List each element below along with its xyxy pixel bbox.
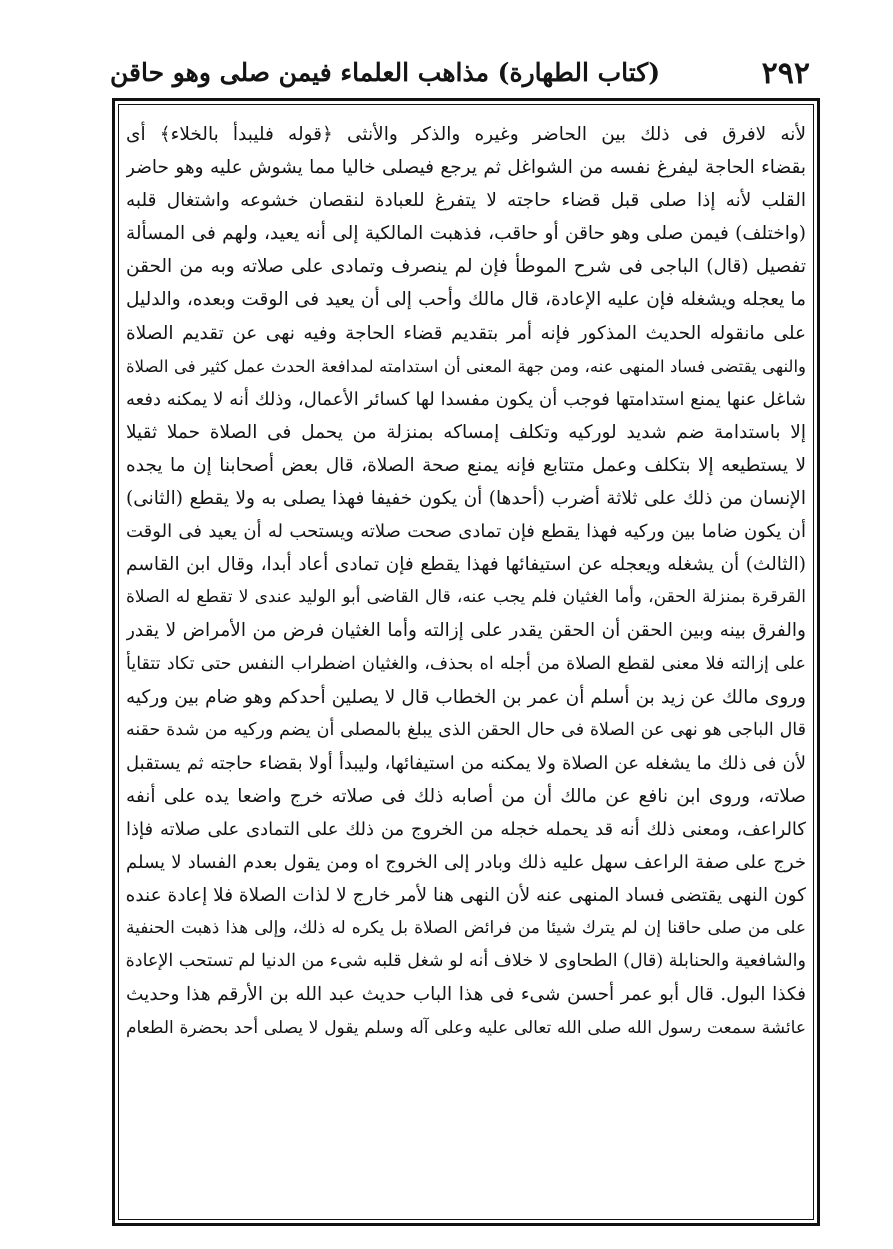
- text-line: على من صلى حاقنا إن لم يترك شيئا من فرائض الصلاة بل يكره له ذلك، وإلى هذا ذهبت الحنفية: [126, 918, 806, 939]
- text-line: بقضاء الحاجة ليفرغ نفسه من الشواغل ثم يرجع فيصلى خاليا مما يشوش عليه وهو حاضر: [126, 157, 806, 179]
- text-line: كالراعف، ومعنى ذلك أنه قد يحمله خجله من الخروج من ذلك على التمادى على صلاته فإذا: [126, 818, 806, 840]
- text-line: شاغل عنها يمنع استدامتها فوجب أن يكون مفسدا لها كسائر الأعمال، وذلك أنه لا يمكنه دفعه: [126, 388, 806, 410]
- text-line: القرقرة بمنزلة الحقن، وأما الغثيان فلم يجب عنه، قال القاضى أبو الوليد عندى لا تقطع له الصلاة: [126, 587, 806, 608]
- text-line: تفصيل (قال) الباجى فى شرح الموطأ فإن لم ينصرف وتمادى على صلاته وبه من الحقن: [126, 256, 806, 278]
- text-line: فكذا البول. قال أبو عمر أحسن شىء فى هذا الباب حديث عبد الله بن الأرقم هذا وحديث: [126, 984, 806, 1006]
- text-line: والنهى يقتضى فساد المنهى عنه، ومن جهة المعنى أن استدامته لمدافعة الحدث عمل كثير فى الصلاة: [126, 356, 806, 376]
- text-line: إلا باستدامة ضم شديد لوركيه وتكلف إمساكه بمنزلة من يحمل فى الصلاة حملا ثقيلا: [126, 421, 806, 443]
- text-line: القلب لأنه إذا صلى قبل قضاء حاجته لا يتفرغ للعبادة لنقصان خشوعه واشتغال قلبه: [126, 190, 806, 212]
- text-line: كون النهى يقتضى فساد المنهى عنه لأن النهى هنا لأمر خارج لا لذات الصلاة فلا إعادة عنده: [126, 885, 806, 907]
- text-line: ما يعجله ويشغله فإن عليه الإعادة، قال مالك وأحب إلى أن يعيد فى الوقت وبعده، والدليل: [126, 289, 806, 311]
- text-line: على إزالته فلا معنى لقطع الصلاة من أجله اه بحذف، والغثيان اضطراب النفس حتى تكاد تتقايأ: [126, 653, 806, 674]
- text-line: قال الباجى هو نهى عن الصلاة فى حال الحقن الذى يبلغ بالمصلى أن يضم وركيه من شدة حقنه: [126, 719, 806, 740]
- text-line: وروى مالك عن زيد بن أسلم أن عمر بن الخطاب قال لا يصلين أحدكم وهو ضام بين وركيه: [126, 686, 806, 708]
- text-line: لا يستطيعه إلا بتكلف وعمل متتابع فإنه يمنع صحة الصلاة، قال بعض أصحابنا إن ما يجده: [126, 454, 806, 476]
- text-line: أن يكون ضاما بين وركيه فهذا يقطع فإن تمادى صحت صلاته ويستحب له أن يعيد فى الوقت: [126, 521, 806, 543]
- text-line: خرج على صفة الراعف سهل عليه ذلك وبادر إلى الخروج اه ومن يقول بعدم الفساد لا يسلم: [126, 852, 806, 874]
- text-line: على مانقوله الحديث المذكور فإنه أمر بتقديم قضاء الحاجة وفيه نهى عن تقديم الصلاة: [126, 322, 806, 344]
- text-line: (واختلف) فيمن صلى وهو حاقن أو حاقب، فذهبت المالكية إلى أنه يعيد، ولهم فى المسألة: [126, 223, 806, 245]
- text-line: الإنسان من ذلك على ثلاثة أضرب (أحدها) أن يكون خفيفا فهذا يصلى به ولا يقطع (الثانى): [126, 488, 806, 510]
- body-text: [126, 118, 806, 1158]
- text-line: لأن فى ذلك ما يشغله عن الصلاة ولا يمكنه من استيفائها، وليبدأ أولا بقضاء حاجته ثم يستقبل: [126, 752, 806, 774]
- text-line: (الثالث) أن يشغله ويعجله عن استيفائها فهذا يقطع فإن تمادى أعاد أبدا، وقال ابن القاسم: [126, 554, 806, 576]
- text-line: والفرق بينه وبين الحقن أن الحقن يقدر على إزالته وأما الغثيان فرض من الأمراض لا يقدر: [126, 620, 806, 642]
- text-line: لأنه لافرق فى ذلك بين الحاضر وغيره والذكر والأنثى ﴿قوله فليبدأ بالخلاء﴾ أى: [126, 124, 806, 145]
- text-line: والشافعية والحنابلة (قال) الطحاوى لا خلاف أنه لو شغل قلبه شىء من الدنيا لم تستحب الإعادة: [126, 951, 806, 972]
- page-number: ٢٩٢: [761, 56, 810, 91]
- text-line: عائشة سمعت رسول الله صلى الله تعالى عليه وعلى آله وسلم يقول لا يصلى أحد بحضرة الطعام: [126, 1017, 806, 1038]
- page-header: [110, 50, 810, 96]
- text-line: صلاته، وروى ابن نافع عن مالك أن من أصابه ذلك فى صلاته خرج واضعا يده على أنفه: [126, 785, 806, 807]
- running-title: (كتاب الطهارة) مذاهب العلماء فيمن صلى وهو حاقن: [110, 58, 661, 87]
